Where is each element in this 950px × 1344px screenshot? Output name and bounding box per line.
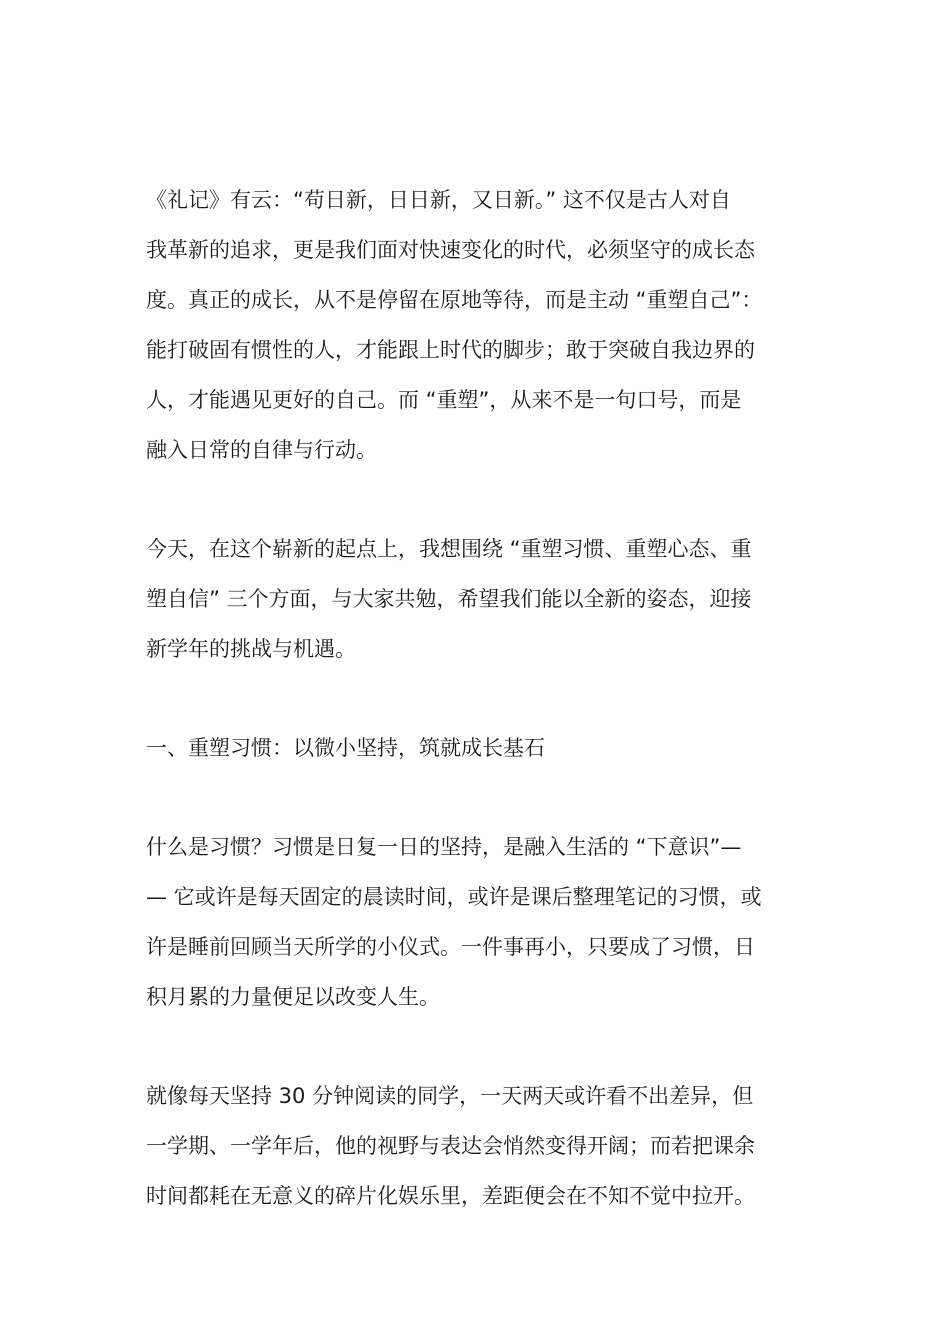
- text-line: 人，才能遇见更好的自己。而 “重塑”，从来不是一句口号，而是: [146, 388, 742, 412]
- habit-paragraph: [146, 822, 846, 1022]
- text-line: 今天，在这个崭新的起点上，我想围绕 “重塑习惯、重塑心态、重: [146, 537, 752, 561]
- text-line: 新学年的挑战与机遇。: [146, 637, 356, 661]
- text-line: 度。真正的成长，从不是停留在原地等待，而是主动 “重塑自己”：: [146, 288, 763, 312]
- section-heading: [146, 723, 846, 773]
- reading-paragraph: [146, 1071, 846, 1221]
- text-line: 积月累的力量便足以改变人生。: [146, 985, 440, 1009]
- text-line: 能打破固有惯性的人，才能跟上时代的脚步；敢于突破自我边界的: [146, 338, 755, 362]
- text-line: 就像每天坚持 30 分钟阅读的同学，一天两天或许看不出差异，但: [146, 1084, 754, 1108]
- text-line: 时间都耗在无意义的碎片化娱乐里，差距便会在不知不觉中拉开。: [146, 1184, 755, 1208]
- text-line: — 它或许是每天固定的晨读时间，或许是课后整理笔记的习惯，或: [146, 885, 762, 909]
- text-line: 塑自信” 三个方面，与大家共勉，希望我们能以全新的姿态，迎接: [146, 587, 752, 611]
- text-line: 融入日常的自律与行动。: [146, 438, 377, 462]
- theme-paragraph: [146, 524, 846, 674]
- intro-paragraph: [146, 175, 846, 475]
- text-line: 许是睡前回顾当天所学的小仪式。一件事再小，只要成了习惯，日: [146, 935, 755, 959]
- text-line: 一学期、一学年后，他的视野与表达会悄然变得开阔；而若把课余: [146, 1134, 755, 1158]
- text-line: 我革新的追求，更是我们面对快速变化的时代，必须坚守的成长态: [146, 238, 755, 262]
- text-line: 《礼记》有云：“苟日新，日日新，又日新。” 这不仅是古人对自: [146, 188, 731, 212]
- text-line: 什么是习惯？习惯是日复一日的坚持，是融入生活的 “下意识”—: [146, 835, 742, 859]
- heading-text: 一、重塑习惯：以微小坚持，筑就成长基石: [146, 736, 545, 760]
